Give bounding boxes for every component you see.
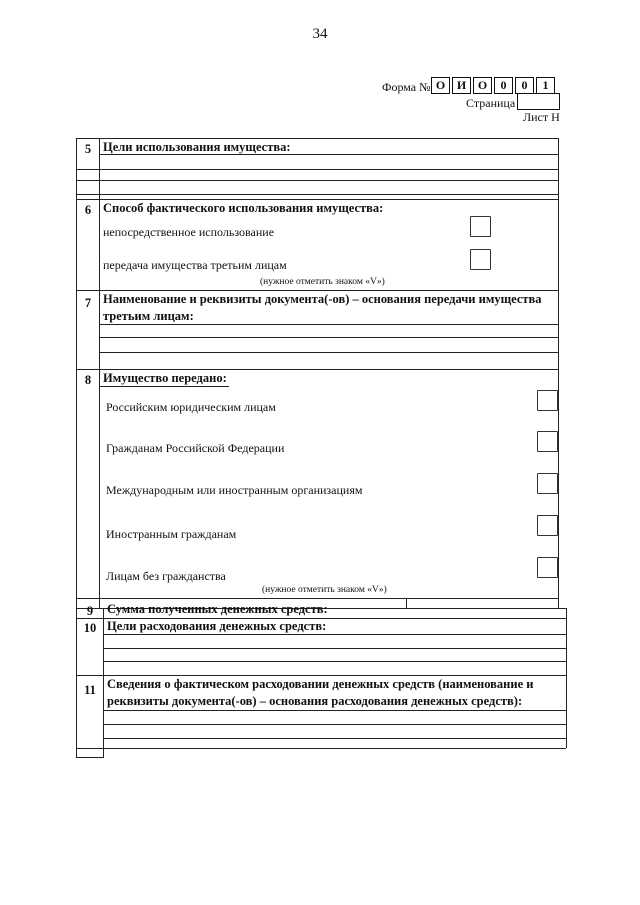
page-number: 34 — [312, 26, 328, 42]
section-11-answer-line[interactable] — [76, 748, 566, 749]
section-8-title-underline — [99, 386, 229, 387]
section-8-checkbox-russian-legal-entities[interactable] — [537, 390, 558, 411]
section-7-answer-line[interactable] — [99, 337, 558, 338]
section-11-title-line-1: Сведения о фактическом расходовании денежных средств (наименование и — [107, 677, 534, 691]
section-5-answer-line[interactable] — [76, 180, 559, 181]
table-border-bottom — [76, 757, 104, 758]
section-8-checkbox-stateless-persons[interactable] — [537, 557, 558, 578]
section-8-checkbox-russian-citizens[interactable] — [537, 431, 558, 452]
form-code-cell: 1 — [536, 77, 555, 94]
section-11-answer-line[interactable] — [103, 724, 566, 725]
section-6-option-direct-use: непосредственное использование — [103, 225, 275, 239]
section-8-option-russian-citizens: Гражданам Российской Федерации — [106, 441, 285, 455]
section-5-answer-line[interactable] — [76, 194, 559, 195]
form-code-cell: 0 — [515, 77, 534, 94]
section-8-option-russian-legal-entities: Российским юридическим лицам — [106, 400, 276, 414]
section-6-option-transfer: передача имущества третьим лицам — [103, 258, 287, 272]
section-divider — [76, 598, 559, 599]
form-code-cell: 0 — [494, 77, 513, 94]
section-10-answer-line[interactable] — [103, 634, 566, 635]
section-5-title: Цели использования имущества: — [103, 140, 291, 154]
section-10-title: Цели расходования денежных средств: — [107, 619, 327, 633]
section-10-number: 10 — [83, 621, 97, 635]
sheet-label: Лист Н — [523, 110, 560, 124]
table-border-right — [558, 138, 559, 608]
number-column-divider — [99, 138, 100, 608]
section-8-option-foreign-citizens: Иностранным гражданам — [106, 527, 237, 541]
section-11-number: 11 — [84, 683, 96, 697]
section-5-number: 5 — [84, 142, 92, 156]
section-6-title: Способ фактического использования имущества: — [103, 201, 384, 215]
section-6-checkbox-direct-use[interactable] — [470, 216, 491, 237]
section-7-answer-line[interactable] — [99, 352, 558, 353]
number-column-divider-lower — [103, 608, 104, 758]
section-8-note: (нужное отметить знаком «V») — [262, 585, 387, 595]
section-8-number: 8 — [84, 373, 92, 387]
section-6-note: (нужное отметить знаком «V») — [260, 277, 385, 287]
section-5-answer-line[interactable] — [99, 154, 558, 155]
section-6-number: 6 — [84, 203, 92, 217]
form-code-cell: О — [431, 77, 450, 94]
form-code-cell: О — [473, 77, 492, 94]
table-border-left — [76, 138, 77, 758]
section-5-answer-line[interactable] — [76, 169, 559, 170]
section-9-value-divider — [406, 598, 407, 608]
form-number-label: Форма № — [382, 80, 431, 94]
section-8-option-stateless-persons: Лицам без гражданства — [106, 569, 226, 583]
page-number-field[interactable] — [517, 93, 560, 110]
section-11-title-line-2: реквизиты документа(-ов) – основания расходования денежных средств): — [107, 694, 523, 708]
section-8-option-international-organizations: Международным или иностранным организациям — [106, 483, 363, 497]
section-11-answer-line[interactable] — [103, 738, 566, 739]
section-11-answer-line[interactable] — [103, 710, 566, 711]
form-code-cell: И — [452, 77, 471, 94]
section-6-checkbox-transfer[interactable] — [470, 249, 491, 270]
table-border-right-lower — [566, 608, 567, 748]
section-7-title-line-2: третьим лицам: — [103, 309, 194, 323]
section-8-title: Имущество передано: — [103, 371, 227, 385]
section-8-checkbox-foreign-citizens[interactable] — [537, 515, 558, 536]
section-8-checkbox-international-organizations[interactable] — [537, 473, 558, 494]
section-7-number: 7 — [84, 296, 92, 310]
section-10-answer-line[interactable] — [103, 661, 566, 662]
section-9-number: 9 — [86, 604, 94, 618]
page-label: Страница — [466, 96, 516, 110]
section-9-title: Сумма полученных денежных средств: — [107, 602, 328, 616]
section-10-answer-line[interactable] — [103, 648, 566, 649]
section-7-title-line-1: Наименование и реквизиты документа(-ов) – основания передачи имущества — [103, 292, 542, 306]
section-7-answer-line[interactable] — [99, 324, 558, 325]
